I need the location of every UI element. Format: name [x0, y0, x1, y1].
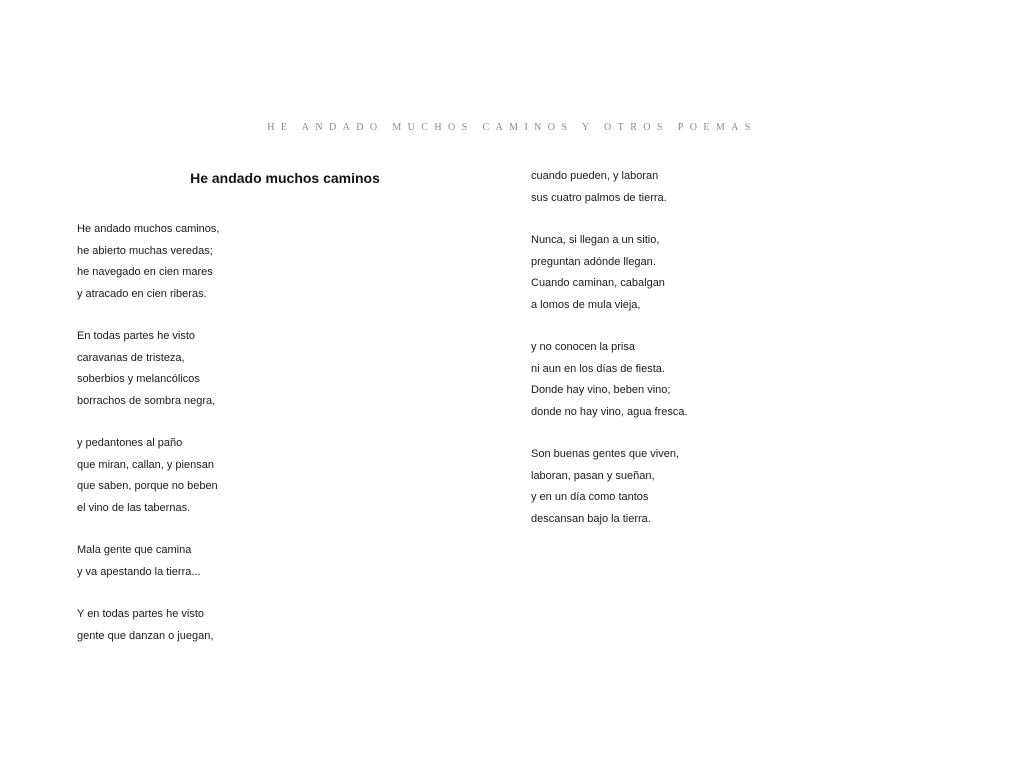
poem-line: borrachos de sombra negra, [77, 394, 216, 407]
poem-line: sus cuatro palmos de tierra. [531, 191, 667, 204]
stanza [531, 444, 688, 530]
stanza-gap [77, 412, 219, 433]
poem-line: laboran, pasan y sueñan, [531, 469, 655, 482]
stanza [77, 326, 219, 412]
stanza [77, 433, 219, 519]
stanza-gap [531, 316, 688, 337]
poem-line: descansan bajo la tierra. [531, 512, 651, 525]
stanza [77, 219, 219, 305]
poem-line: En todas partes he visto [77, 330, 196, 342]
stanza-gap [531, 423, 688, 444]
right-page-stanzas [531, 166, 688, 530]
poem-line: el vino de las tabernas. [77, 501, 191, 514]
poem-line: y en un día como tantos [531, 491, 649, 503]
poem-line: a lomos de mula vieja, [531, 298, 641, 311]
poem-line: preguntan adónde llegan. [531, 255, 656, 268]
poem-line: caravanas de tristeza, [77, 351, 185, 364]
poem-line: ni aun en los días de fiesta. [531, 362, 665, 375]
poem-line: gente que danzan o juegan, [77, 629, 214, 642]
poem-line: Mala gente que camina [77, 544, 192, 556]
poem-line: Y en todas partes he visto [77, 608, 204, 620]
poem-line: He andado muchos caminos, [77, 223, 220, 235]
stanza-gap [77, 305, 219, 326]
poem-line: y no conocen la prisa [531, 341, 635, 353]
poem-line: cuando pueden, y laboran [531, 170, 659, 182]
left-page-stanzas [77, 219, 219, 647]
poem-line: y va apestando la tierra... [77, 565, 201, 578]
stanza [531, 337, 688, 423]
poem-line: soberbios y melancólicos [77, 373, 200, 385]
stanza [531, 166, 688, 209]
poem-title: He andado muchos caminos [190, 170, 380, 186]
book-title: HE ANDADO MUCHOS CAMINOS Y OTROS POEMAS [267, 122, 757, 133]
poem-line: que miran, callan, y piensan [77, 458, 214, 471]
stanza [77, 540, 219, 583]
poem-line: que saben, porque no beben [77, 480, 218, 492]
stanza-gap [77, 519, 219, 540]
poem-line: y atracado en cien riberas. [77, 287, 207, 300]
stanza [77, 604, 219, 647]
poem-line: he navegado en cien mares [77, 266, 213, 278]
stanza [531, 230, 688, 316]
poem-line: Donde hay vino, beben vino; [531, 384, 671, 396]
stanza-gap [531, 209, 688, 230]
poem-line: Nunca, si llegan a un sitio, [531, 234, 660, 246]
poem-line: Son buenas gentes que viven, [531, 448, 680, 460]
poem-line: y pedantones al paño [77, 437, 183, 449]
left-page [77, 168, 497, 642]
poem-line: Cuando caminan, cabalgan [531, 277, 665, 289]
stanza-gap [77, 583, 219, 604]
poem-line: donde no hay vino, agua fresca. [531, 405, 688, 418]
poem-line: he abierto muchas veredas; [77, 244, 213, 257]
